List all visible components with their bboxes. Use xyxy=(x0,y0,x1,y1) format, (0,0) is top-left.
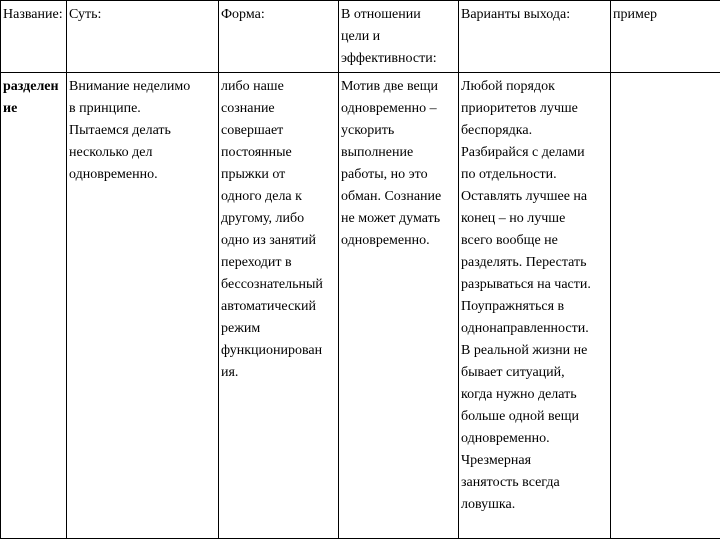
cell-name: разделен ие xyxy=(1,73,67,539)
cell-exit-options: Любой порядок приоритетов лучше беспорядка. Разбирайся с делами по отдельности. Оставлять лучшее на конец – но лучше всего вообще не разделять. Перестать разрываться на части. Поупражняться в однонаправленности. В реальной жизни не бывает ситуаций, когда нужно делать больше одной вещи одновременно. Чрезмерная занятость всегда ловушка. xyxy=(459,73,611,539)
header-goal-efficiency: В отношении цели и эффективности: xyxy=(339,1,459,73)
cell-essence: Внимание неделимо в принципе. Пытаемся делать несколько дел одновременно. xyxy=(67,73,219,539)
header-exit-options: Варианты выхода: xyxy=(459,1,611,73)
cell-example xyxy=(611,73,720,539)
header-form: Форма: xyxy=(219,1,339,73)
table-row xyxy=(1,73,720,539)
header-name: Название: xyxy=(1,1,67,73)
table-header-row xyxy=(1,1,720,73)
header-example: пример xyxy=(611,1,720,73)
cell-goal-efficiency: Мотив две вещи одновременно – ускорить выполнение работы, но это обман. Сознание не может думать одновременно. xyxy=(339,73,459,539)
cell-form: либо наше сознание совершает постоянные прыжки от одного дела к другому, либо одно из занятий переходит в бессознательный автоматический режим функционирован ия. xyxy=(219,73,339,539)
header-essence: Суть: xyxy=(67,1,219,73)
